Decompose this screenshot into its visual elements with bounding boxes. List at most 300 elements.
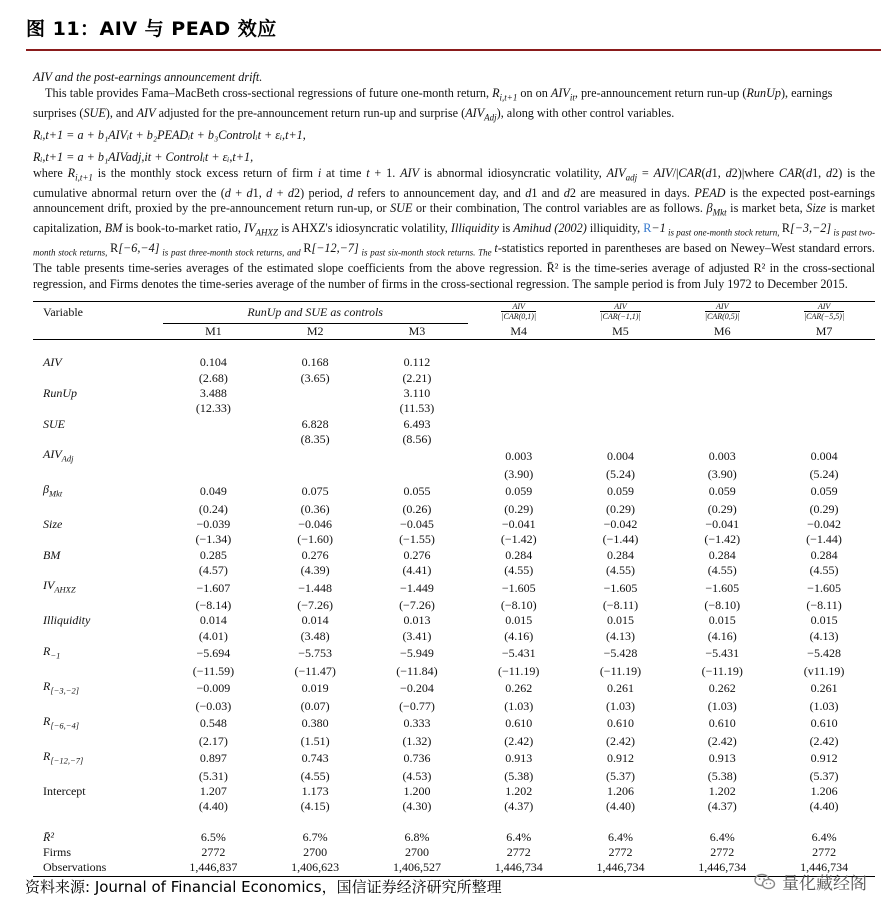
tstat-row xyxy=(33,502,875,517)
coefficient-cell: 0.003 xyxy=(708,449,736,464)
caption-text: AIV xyxy=(465,105,485,120)
tstat-row xyxy=(33,769,875,784)
tstat-cell: (−7.26) xyxy=(399,598,435,613)
tstat-row xyxy=(33,699,875,714)
blank-cell xyxy=(33,371,163,386)
tstat-cell: (4.37) xyxy=(707,799,737,814)
footer-label: Observations xyxy=(43,860,107,875)
tstat-cell: (4.55) xyxy=(707,563,737,578)
coef-row xyxy=(33,548,875,563)
wechat-icon xyxy=(754,873,776,891)
tstat-cell: (4.15) xyxy=(300,799,330,814)
variable-label xyxy=(33,386,163,401)
coefficient-cell: 0.019 xyxy=(301,681,329,696)
caption-text: is past one-month stock return, xyxy=(665,227,782,238)
header-row xyxy=(33,302,875,324)
variable-name: R xyxy=(43,748,51,763)
variable-name: AIV xyxy=(43,355,62,370)
adj-ratio-header xyxy=(468,302,570,324)
variable-label xyxy=(33,548,163,563)
tstat-cell: (3.41) xyxy=(402,628,432,643)
model-header: M1 xyxy=(205,323,222,338)
footer-cell: 1,446,734 xyxy=(800,860,849,875)
caption-text: RunUp xyxy=(746,85,781,100)
tstat-cell: (4.55) xyxy=(605,563,635,578)
coefficient-cell: 0.055 xyxy=(403,484,431,499)
tstat-cell: (5.37) xyxy=(605,768,635,783)
regression-table xyxy=(33,301,875,877)
coefficient-cell xyxy=(264,447,366,467)
coefficient-cell: 0.014 xyxy=(301,613,329,628)
coefficient-cell: 0.276 xyxy=(403,547,431,562)
watermark-text: 量化藏经阁 xyxy=(782,874,867,894)
variable-name: SUE xyxy=(43,416,65,431)
tstat-cell: (0.29) xyxy=(504,501,534,516)
ratio-numerator: AIV xyxy=(705,302,740,312)
footer-cell: 2700 xyxy=(404,845,429,860)
coefficient-cell: 0.284 xyxy=(708,547,736,562)
figure-header xyxy=(0,0,895,52)
tstat-cell: (−7.26) xyxy=(297,598,334,613)
caption-text: t xyxy=(366,165,370,180)
coefficient-cell xyxy=(468,355,570,370)
spacer-row xyxy=(33,814,875,829)
coefficient-cell: 3.488 xyxy=(199,385,227,400)
coefficient-cell: −0.042 xyxy=(807,517,841,532)
coefficient-cell: 3.110 xyxy=(403,385,431,400)
coefficient-cell: −5.694 xyxy=(196,646,231,661)
tstat-cell: (−11.84) xyxy=(396,663,438,678)
coefficient-cell: 0.897 xyxy=(199,751,227,766)
tstat-row xyxy=(33,734,875,749)
tstat-cell: (2.68) xyxy=(198,370,228,385)
caption-text: ), earnings surprises ( xyxy=(33,85,833,120)
tstat-cell xyxy=(468,371,570,386)
coefficient-cell xyxy=(570,386,672,401)
footer-cell: 1,446,734 xyxy=(698,860,747,875)
ratio-denominator: |CAR(−5,5)| xyxy=(803,312,845,321)
tstat-cell: (3.90) xyxy=(707,466,737,481)
blank-cell xyxy=(33,814,163,829)
caption-text: AIV xyxy=(606,165,626,180)
footer-cell: 1,446,734 xyxy=(494,860,543,875)
coefficient-cell: −5.753 xyxy=(298,646,333,661)
footer-cell: 2772 xyxy=(506,845,531,860)
adj-ratio-header xyxy=(773,302,875,324)
coefficient-cell: 0.015 xyxy=(810,613,838,628)
coefficient-cell: 0.014 xyxy=(199,613,227,628)
tstat-cell: (−8.10) xyxy=(500,598,537,613)
footer-cell: 2772 xyxy=(608,845,633,860)
footer-cell: 6.4% xyxy=(607,829,633,844)
caption-text: R xyxy=(492,85,500,100)
coefficient-cell: 1.206 xyxy=(810,783,838,798)
adj-ratio-header xyxy=(671,302,773,324)
adj-ratio-header xyxy=(570,302,672,324)
caption-text: at time xyxy=(321,165,367,180)
tstat-cell xyxy=(264,467,366,482)
blank-cell xyxy=(33,769,163,784)
coefficient-cell: −1.607 xyxy=(196,580,231,595)
tstat-cell xyxy=(366,467,468,482)
caption-text: on on xyxy=(517,85,551,100)
footer-row xyxy=(33,830,875,845)
footer-cell: 2772 xyxy=(710,845,735,860)
coefficient-cell: 0.548 xyxy=(199,716,227,731)
caption-text: R xyxy=(110,241,119,256)
tstat-cell xyxy=(671,371,773,386)
blank-cell xyxy=(33,323,163,339)
tstat-cell: (0.29) xyxy=(707,501,737,516)
caption-text: is abnormal idiosyncratic volatility, xyxy=(419,165,607,180)
variable-label xyxy=(33,578,163,598)
coefficient-cell: −5.428 xyxy=(603,646,638,661)
coef-row xyxy=(33,578,875,598)
coefficient-cell: 0.059 xyxy=(606,484,634,499)
coefficient-cell xyxy=(163,447,265,467)
coef-row xyxy=(33,517,875,532)
tstat-cell: (4.13) xyxy=(809,628,839,643)
tstat-cell: (−0.77) xyxy=(399,698,435,713)
ratio-denominator: |CAR(0,1)| xyxy=(501,312,537,321)
coefficient-cell xyxy=(468,417,570,432)
equation-1: Rᵢ,t+1 = a + b₁AIVᵢt + b₂PEADᵢt + b₃Controlᵢt + εᵢ,t+1, xyxy=(33,127,306,142)
variable-label xyxy=(33,517,163,532)
tstat-row xyxy=(33,401,875,416)
tstat-row xyxy=(33,371,875,386)
tstat-cell: (4.40) xyxy=(605,799,635,814)
caption-text: t xyxy=(494,241,498,256)
variable-name: R xyxy=(43,678,51,693)
caption-text: 2) is the cumulative abnormal return over the ( xyxy=(33,165,875,200)
footer-row xyxy=(33,860,875,876)
caption-text: is the expected post-earnings announcement drift, proxied by the pre-announcement return run-up, or xyxy=(33,185,875,216)
coefficient-cell: 1.207 xyxy=(199,783,227,798)
footer-row xyxy=(33,845,875,860)
tstat-cell: (1.03) xyxy=(809,698,839,713)
tstat-cell xyxy=(163,467,265,482)
caption-text: = xyxy=(637,165,654,180)
coefficient-cell: 0.610 xyxy=(505,716,533,731)
tstat-cell: (−1.42) xyxy=(500,532,537,547)
tstat-cell: (2.17) xyxy=(198,733,228,748)
tstat-cell xyxy=(468,401,570,416)
blank-cell xyxy=(33,340,163,356)
tstat-cell: (3.48) xyxy=(300,628,330,643)
caption-text: IV xyxy=(244,221,256,236)
blank-cell xyxy=(33,502,163,517)
tstat-cell xyxy=(570,401,672,416)
coefficient-cell: 0.912 xyxy=(606,751,634,766)
model-header: M7 xyxy=(815,323,833,338)
tstat-cell: (5.24) xyxy=(605,466,635,481)
tstat-cell xyxy=(671,432,773,447)
coef-row xyxy=(33,749,875,769)
footer-cell: 6.4% xyxy=(709,829,735,844)
caption-text: is past two-month stock returns, xyxy=(33,227,875,258)
tstat-cell: (2.42) xyxy=(504,733,534,748)
equation-2: Rᵢ,t+1 = a + b₁AIVadj,it + Controlᵢt + εᵢ,t+1, xyxy=(33,149,254,164)
caption-intro xyxy=(33,86,875,126)
caption-text: d xyxy=(266,185,273,200)
coefficient-cell: 0.380 xyxy=(301,716,329,731)
caption-text: AHXZ xyxy=(255,227,279,238)
coefficient-cell: −1.605 xyxy=(807,580,841,595)
model-header: M4 xyxy=(510,323,528,338)
variable-subscript: [−12,−7] xyxy=(50,755,84,766)
tstat-cell: (4.57) xyxy=(198,563,228,578)
ratio-fraction xyxy=(705,302,740,321)
coefficient-cell: 0.262 xyxy=(505,681,533,696)
coefficient-cell xyxy=(570,355,672,370)
tstat-row xyxy=(33,432,875,447)
coefficient-cell: −0.042 xyxy=(603,517,638,532)
variable-label xyxy=(33,417,163,432)
tstat-row xyxy=(33,598,875,613)
coefficient-cell: 0.743 xyxy=(301,751,329,766)
footer-cell: 6.4% xyxy=(506,829,532,844)
caption-text: R̄² xyxy=(546,261,559,276)
variable-name: β xyxy=(43,482,49,497)
tstat-cell: (5.38) xyxy=(504,768,534,783)
tstat-row xyxy=(33,799,875,814)
blank-cell xyxy=(33,699,163,714)
caption-text: AIV xyxy=(136,105,156,120)
coefficient-cell: −1.448 xyxy=(298,580,333,595)
variable-subscript: Mkt xyxy=(48,488,63,499)
coefficient-cell: 0.015 xyxy=(606,613,634,628)
caption-text: AIV xyxy=(400,165,420,180)
tstat-cell: (−1.42) xyxy=(704,532,741,547)
caption-text: ), along with other control variables. xyxy=(496,105,675,120)
blank-cell xyxy=(33,467,163,482)
tstat-cell: (0.29) xyxy=(605,501,635,516)
footer-label: Firms xyxy=(43,845,72,860)
coefficient-cell: −0.045 xyxy=(400,517,434,532)
tstat-cell: (0.26) xyxy=(402,501,432,516)
caption-text: Adj xyxy=(484,112,497,123)
tstat-cell xyxy=(671,401,773,416)
tstat-cell: (8.35) xyxy=(300,431,330,446)
tstat-cell: (4.40) xyxy=(809,799,839,814)
tstat-cell xyxy=(264,401,366,416)
tstat-cell: (0.24) xyxy=(198,501,228,516)
variable-name: Size xyxy=(43,517,63,532)
variable-subscript: −1 xyxy=(50,650,61,661)
coefficient-cell: 1.173 xyxy=(301,783,329,798)
caption-text: adj xyxy=(625,172,638,183)
coefficient-cell xyxy=(773,355,875,370)
coefficient-cell: 0.913 xyxy=(505,751,533,766)
caption-text: R xyxy=(781,221,790,236)
model-header: M2 xyxy=(306,323,324,338)
coefficient-cell: −0.204 xyxy=(400,681,434,696)
coefficient-cell: −1.605 xyxy=(501,580,536,595)
caption-text: β xyxy=(706,201,713,216)
coefficient-cell: 0.168 xyxy=(301,355,329,370)
tstat-cell: (5.37) xyxy=(809,768,839,783)
caption-text: refers to announcement day, and xyxy=(353,185,526,200)
coefficient-cell: 0.913 xyxy=(708,751,736,766)
coefficient-cell: 0.610 xyxy=(708,716,736,731)
tstat-cell: (4.55) xyxy=(504,563,534,578)
ratio-denominator: |CAR(−1,1)| xyxy=(600,312,641,321)
variable-subscript: [−6,−4] xyxy=(50,720,80,731)
tstat-cell: (2.42) xyxy=(605,733,635,748)
coef-row xyxy=(33,447,875,467)
caption-text: is market capitalization, xyxy=(33,201,875,236)
coefficient-cell: 0.059 xyxy=(810,484,838,499)
coef-row xyxy=(33,714,875,734)
variable-label xyxy=(33,447,163,467)
tstat-cell: (−1.44) xyxy=(806,532,842,547)
coefficient-cell: −0.041 xyxy=(705,517,740,532)
variable-label xyxy=(33,644,163,664)
caption-text: 1, xyxy=(252,185,267,200)
tstat-row xyxy=(33,563,875,578)
caption-text: + xyxy=(230,185,247,200)
caption-text[interactable]: R xyxy=(643,221,652,236)
tstat-cell: (5.31) xyxy=(198,768,228,783)
coefficient-cell xyxy=(570,417,672,432)
tstat-cell: (1.51) xyxy=(300,733,330,748)
coefficient-cell: 0.261 xyxy=(606,681,634,696)
tstat-cell: (4.01) xyxy=(198,628,228,643)
caption-text: Size xyxy=(806,201,826,216)
variable-name: RunUp xyxy=(43,385,77,400)
tstat-cell xyxy=(773,401,875,416)
coefficient-cell: 0.261 xyxy=(810,681,838,696)
coefficient-cell: 0.610 xyxy=(606,716,634,731)
coefficient-cell xyxy=(366,447,468,467)
coefficient-cell: 0.015 xyxy=(505,613,533,628)
caption-text: d xyxy=(805,165,813,180)
coefficient-cell: 1.200 xyxy=(403,783,431,798)
tstat-cell: (4.41) xyxy=(402,563,432,578)
coefficient-cell: −0.009 xyxy=(196,681,231,696)
caption-text: AIV xyxy=(653,165,673,180)
coefficient-cell: 0.015 xyxy=(708,613,736,628)
variable-label xyxy=(33,482,163,502)
tstat-cell: (0.07) xyxy=(300,698,330,713)
tstat-cell: (0.36) xyxy=(300,501,330,516)
caption-text: d xyxy=(287,185,294,200)
coefficient-cell: 1.202 xyxy=(505,783,533,798)
watermark xyxy=(754,869,867,894)
coef-row xyxy=(33,784,875,799)
table-caption xyxy=(33,70,875,293)
coefficient-cell: 0.059 xyxy=(505,484,533,499)
caption-text: is the time-series average of adjusted xyxy=(558,261,754,276)
blank-cell xyxy=(33,598,163,613)
tstat-cell: (−0.03) xyxy=(195,698,232,713)
caption-text: 1, xyxy=(812,165,827,180)
variable-label xyxy=(33,679,163,699)
variable-name: Illiquidity xyxy=(43,613,91,628)
model-header: M5 xyxy=(612,323,629,338)
tstat-cell: (−1.55) xyxy=(399,532,435,547)
caption-text: R xyxy=(67,165,76,180)
coefficient-cell xyxy=(468,386,570,401)
coefficient-cell: 0.333 xyxy=(403,716,431,731)
footer-cell: 2700 xyxy=(303,845,328,860)
blank-cell xyxy=(33,401,163,416)
tstat-cell: (4.16) xyxy=(504,628,534,643)
tstat-cell: (4.39) xyxy=(300,563,330,578)
tstat-row xyxy=(33,532,875,547)
variable-name: R xyxy=(43,643,51,658)
tstat-cell xyxy=(468,432,570,447)
caption-text: This table provides Fama–MacBeth cross-sectional regressions of future one-month return, xyxy=(45,85,493,100)
tstat-cell xyxy=(570,371,672,386)
caption-text: is past six-month stock returns. The xyxy=(358,247,495,258)
caption-text: i,t+1 xyxy=(499,92,518,103)
coef-row xyxy=(33,679,875,699)
caption-text: is xyxy=(498,221,514,236)
coefficient-cell xyxy=(773,386,875,401)
footer-cell: 2772 xyxy=(812,845,837,860)
caption-text: [−12,−7] xyxy=(311,241,359,256)
caption-text: −1 xyxy=(651,221,666,236)
tstat-cell: (−11.19) xyxy=(701,663,743,678)
caption-text: -statistics reported in parentheses are based on Newey–West standard errors. The table presents time-series averages of the estimated slope coefficients from the above regression. xyxy=(33,241,875,276)
coefficient-cell: 1.206 xyxy=(606,783,634,798)
variable-subscript: [−3,−2] xyxy=(50,685,80,696)
coefficient-cell: 0.004 xyxy=(606,449,634,464)
ratio-fraction xyxy=(804,302,844,321)
caption-text: ), and xyxy=(105,105,137,120)
footer-cell: 2772 xyxy=(201,845,226,860)
variable-name: R xyxy=(43,713,51,728)
coefficient-cell xyxy=(163,417,265,432)
ratio-fraction xyxy=(501,302,536,321)
footer-cell: 6.4% xyxy=(811,829,837,844)
coefficient-cell: −0.046 xyxy=(298,517,333,532)
caption-text: Mkt xyxy=(712,207,727,218)
coef-row xyxy=(33,417,875,432)
footer-cell: 6.5% xyxy=(200,829,226,844)
coefficient-cell: 0.912 xyxy=(810,751,838,766)
tstat-cell: (12.33) xyxy=(195,401,231,416)
caption-text: Illiquidity xyxy=(450,221,499,236)
caption-text: illiquidity, xyxy=(586,221,644,236)
coefficient-cell: 6.493 xyxy=(403,416,431,431)
caption-text: , pre-announcement return run-up ( xyxy=(574,85,747,100)
tstat-cell: (4.55) xyxy=(809,563,839,578)
ratio-denominator: |CAR(0,5)| xyxy=(704,312,740,321)
caption-text: in the cross-sectional regression, and Firms denotes the time-series average of the number of firms in the cross-sectional regression. The sample period is from July 1972 to December 2015. xyxy=(33,261,875,291)
footer-cell: 6.7% xyxy=(302,829,328,844)
tstat-cell: (4.53) xyxy=(402,768,432,783)
tstat-cell xyxy=(773,432,875,447)
tstat-cell: (2.42) xyxy=(707,733,737,748)
coefficient-cell: −5.428 xyxy=(807,646,841,661)
caption-text: it xyxy=(569,92,575,103)
tstat-cell: (3.65) xyxy=(300,370,330,385)
tstat-cell: (3.90) xyxy=(504,466,534,481)
coefficient-cell: −1.605 xyxy=(603,580,638,595)
caption-text: [−6,−4] xyxy=(118,241,160,256)
variable-name: AIV xyxy=(43,447,62,462)
caption-text: d xyxy=(246,185,253,200)
spacer-row xyxy=(33,340,875,356)
coefficient-cell: 0.004 xyxy=(810,449,838,464)
caption-text: /| xyxy=(672,165,679,180)
coefficient-cell: −5.431 xyxy=(501,646,536,661)
tstat-cell: (1.32) xyxy=(402,733,432,748)
footer-label: R̄² xyxy=(43,829,54,844)
footer-cell: 1,446,837 xyxy=(189,860,238,875)
